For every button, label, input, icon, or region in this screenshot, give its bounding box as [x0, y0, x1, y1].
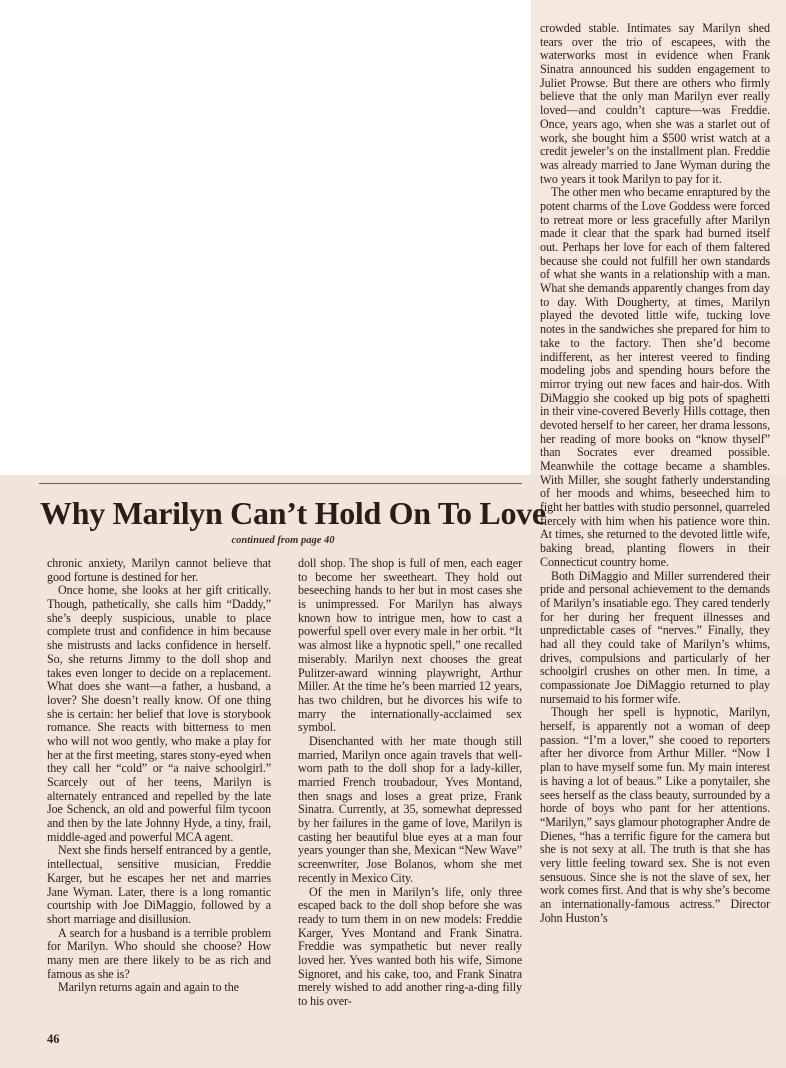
paragraph: doll shop. The shop is full of men, each eager to become her sweetheart. They hold out beseeching hands to her but in most cases she is unimpressed. For Marilyn has always known how to intrigue men, how to cast a powerful spell over every male in her orbit. “It was almost like a hypnotic spell,” one recalled miserably. Marilyn next chooses the great Pulitzer-award winning playwright, Arthur Miller. At the time he’s been married 12 years, has two children, but he divorces his wife to marry the internationally-acclaimed sex symbol.: [298, 556, 522, 735]
paragraph: Marilyn returns again and again to the: [58, 980, 239, 995]
paragraph: crowded stable. Intimates say Marilyn shed tears over the trio of escapees, with the waterworks most in evidence when Frank Sinatra announced his sudden engagement to Juliet Prowse. But there are others who firmly believe that the only man Marilyn ever really loved—and couldn’t capture—was Freddie. Once, years ago, when she was a starlet out of work, she bought him a $500 wrist watch at a credit jeweler’s on the installment plan. Freddie was already married to Jane Wyman during the two years it took Marilyn to pay for it.: [540, 21, 770, 186]
paragraph: Though her spell is hypnotic, Marilyn, herself, is apparently not a woman of deep passion. “I’m a lover,” she cooed to reporters after her divorce from Arthur Miller. “Now I plan to have myself some fun. My main interest is having a lot of beaus.” Like a ponytailer, she sees herself as the class beauty, surrounded by a horde of boys who pant for her attentions. “Marilyn,” says glamour photographer Andre de Dienes, “has a terrific figure for the camera but she is not sexy at all. The truth is that she has very little feeling toward sex. She is not even sensuous. Since she is not the slave of sex, her work comes first. And that is why she’s become an internationally-famous actress.” Director John Huston’s: [540, 705, 770, 925]
paragraph: Once home, she looks at her gift critically. Though, pathetically, she calls him “Daddy,” she’s deeply suspicious, unable to place complete trust and confidence in him because she mistrusts and lacks confidence in herself. So, she returns Jimmy to the doll shop and takes even longer to decide on a replacement. What does she want—a father, a husband, a lover? She doesn’t really know. Of one thing she is certain: her belief that love is storybook romance. She reacts with bitterness to men who will not woo gently, who make a play for her at the first meeting, stares stony-eyed when they call her “cold” or “a naive schoolgirl.” Scarcely out of her teens, Marilyn is alternately entranced and repelled by the late Joe Schenck, an old and powerful film tycoon and then by the late Johnny Hyde, a tiny, frail, middle-aged and powerful MCA agent.: [47, 583, 271, 844]
article-column-left: [47, 557, 271, 995]
continued-from-note: continued from page 40: [231, 535, 335, 546]
article-column-right: [540, 22, 770, 925]
paragraph: A search for a husband is a terrible problem for Marilyn. Who should she choose? How many men are there likely to be as rich and famous as she is?: [47, 925, 271, 981]
article-column-middle: [298, 557, 522, 1009]
headline-rule: [39, 483, 522, 484]
paragraph: The other men who became enraptured by the potent charms of the Love Goddess were forced to retreat more or less gracefully after Marilyn made it clear that the spark had burned itself out. Perhaps her love for each of them faltered because she could not fulfill her own standards of what she wants in a relationship with a man. What she demands apparently changes from day to day. With Dougherty, at times, Marilyn played the devoted little wife, tucking love notes in the sandwiches she prepared for him to take to the factory. Then she’d become indifferent, as her interest veered to finding modeling jobs and spending hours before the mirror trying out new faces and hair-dos. With DiMaggio she cooked up big pots of spaghetti in their vine-covered Beverly Hills cottage, then devoted herself to her career, her drama lessons, her reading of more books on “know thyself” than Socrates ever dreamed possible. Meanwhile the cottage became a shambles. With Miller, she sought fatherly understanding of her moods and whims, beseeched him to fight her battles with studio personnel, quarreled fiercely with him when his patience wore thin. At times, she returned to the devoted little wife, baking bread, planting flowers in their Connecticut country home.: [540, 185, 770, 569]
paragraph: Both DiMaggio and Miller surrendered their pride and personal achievement to the demands of Marilyn’s insatiable ego. They cared tenderly for her during her frequent illnesses and unpredictable cases of “nerves.” Finally, they had all they could take of Marilyn’s whims, drives, compulsions and particularly of her schoolgirl crushes on other men. In time, a compassionate Joe DiMaggio returned to play nursemaid to his former wife.: [540, 568, 770, 706]
headline: Why Marilyn Can’t Hold On To Love: [40, 495, 546, 531]
paragraph: Next she finds herself entranced by a gentle, intellectual, sensitive musician, Freddie Karger, but he escapes her net and marries Jane Wyman. Later, there is a long romantic courtship with Joe DiMaggio, followed by a short marriage and disillusion.: [47, 843, 271, 926]
page-number: 46: [47, 1032, 60, 1046]
paragraph: Disenchanted with her mate though still married, Marilyn once again travels that well-worn path to the doll shop for a lady-killer, married French troubadour, Yves Montand, then snags and loses a great prize, Frank Sinatra. Currently, at 35, somewhat depressed by her failures in the game of love, Marilyn is casting her beautiful blue eyes at a man four years younger than she, Mexican “New Wave” screenwriter, Jose Bolanos, whom she met recently in Mexico City.: [298, 733, 522, 885]
paragraph: chronic anxiety, Marilyn cannot believe that good fortune is destined for her.: [47, 556, 271, 584]
paragraph: Of the men in Marilyn’s life, only three escaped back to the doll shop before she was ready to turn them in on new models: Freddie Karger, Yves Montand and Frank Sinatra. Freddie was sympathetic but never really loved her. Yves wanted both his wife, Simone Signoret, and his cake, too, and Frank Sinatra merely wished to add another ring-a-ding filly to his over-: [298, 884, 522, 1008]
